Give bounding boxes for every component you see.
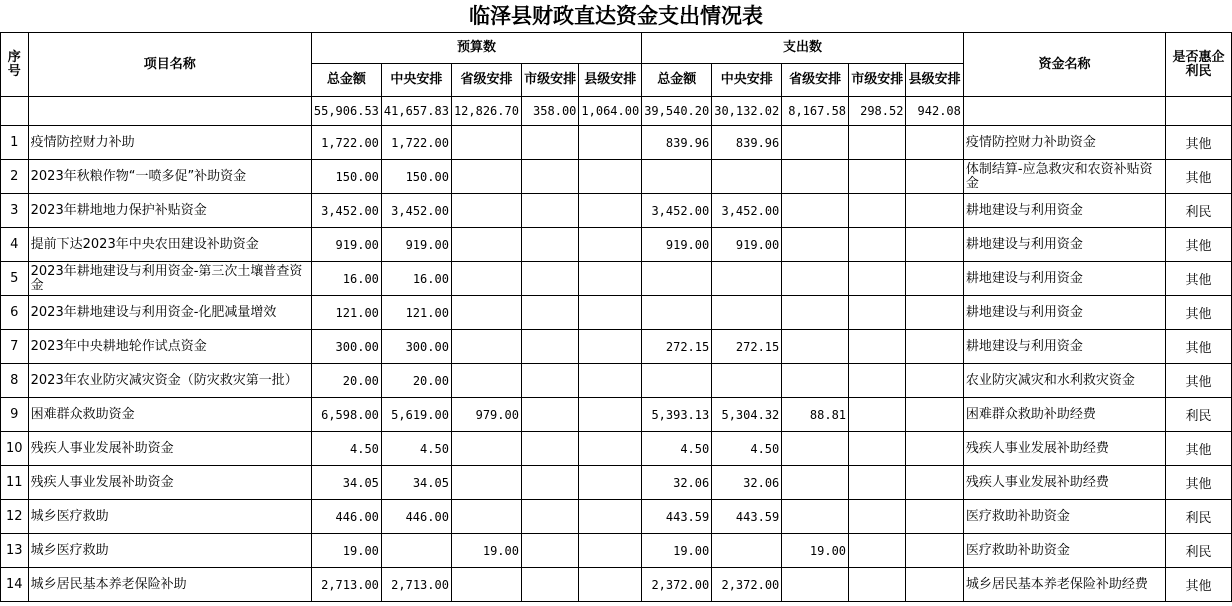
expense-cell: 5,304.32 bbox=[712, 398, 782, 432]
budget-cell bbox=[579, 466, 642, 500]
expense-cell: 2,372.00 bbox=[642, 568, 712, 602]
budget-cell bbox=[579, 534, 642, 568]
expense-cell bbox=[849, 398, 906, 432]
budget-cell: 300.00 bbox=[381, 330, 451, 364]
expense-cell: 3,452.00 bbox=[642, 194, 712, 228]
header-fund: 资金名称 bbox=[963, 33, 1165, 97]
expense-cell bbox=[782, 466, 849, 500]
table-row bbox=[1, 432, 1232, 466]
expense-cell bbox=[906, 194, 963, 228]
budget-cell bbox=[579, 568, 642, 602]
budget-cell: 16.00 bbox=[311, 262, 381, 296]
fund-name: 耕地建设与利用资金 bbox=[963, 262, 1165, 296]
budget-cell: 121.00 bbox=[381, 296, 451, 330]
project-name: 2023年耕地地力保护补贴资金 bbox=[28, 194, 311, 228]
budget-cell: 300.00 bbox=[311, 330, 381, 364]
row-number: 9 bbox=[1, 398, 29, 432]
expense-cell bbox=[906, 330, 963, 364]
budget-cell bbox=[521, 534, 578, 568]
expense-cell bbox=[849, 500, 906, 534]
budget-cell bbox=[521, 126, 578, 160]
expense-cell bbox=[849, 364, 906, 398]
expense-cell bbox=[782, 330, 849, 364]
budget-cell bbox=[521, 398, 578, 432]
expense-cell bbox=[849, 330, 906, 364]
budget-cell bbox=[579, 330, 642, 364]
row-number: 7 bbox=[1, 330, 29, 364]
table-row bbox=[1, 568, 1232, 602]
expense-cell bbox=[849, 160, 906, 194]
header-expense: 支出数 bbox=[642, 33, 964, 64]
budget-cell: 2,713.00 bbox=[381, 568, 451, 602]
budget-cell: 19.00 bbox=[451, 534, 521, 568]
budget-cell bbox=[579, 262, 642, 296]
budget-cell bbox=[451, 330, 521, 364]
header-budget-city: 市级安排 bbox=[521, 64, 578, 97]
expense-cell bbox=[906, 228, 963, 262]
total-cell: 942.08 bbox=[906, 97, 963, 126]
expense-cell bbox=[712, 534, 782, 568]
expense-cell bbox=[906, 262, 963, 296]
budget-cell: 16.00 bbox=[381, 262, 451, 296]
expense-cell bbox=[642, 262, 712, 296]
fund-name: 医疗救助补助资金 bbox=[963, 500, 1165, 534]
expense-cell bbox=[906, 534, 963, 568]
fund-name: 疫情防控财力补助资金 bbox=[963, 126, 1165, 160]
budget-cell bbox=[579, 194, 642, 228]
expense-cell: 4.50 bbox=[642, 432, 712, 466]
budget-cell bbox=[451, 228, 521, 262]
expense-cell bbox=[782, 126, 849, 160]
project-name: 残疾人事业发展补助资金 bbox=[28, 466, 311, 500]
project-name: 提前下达2023年中央农田建设补助资金 bbox=[28, 228, 311, 262]
totals-row bbox=[1, 97, 1232, 126]
fund-name: 耕地建设与利用资金 bbox=[963, 194, 1165, 228]
benefit-type: 其他 bbox=[1166, 466, 1232, 500]
expense-cell bbox=[782, 194, 849, 228]
expense-cell bbox=[782, 500, 849, 534]
expense-cell bbox=[782, 296, 849, 330]
table-row bbox=[1, 466, 1232, 500]
table-row bbox=[1, 500, 1232, 534]
header-budget-province: 省级安排 bbox=[451, 64, 521, 97]
expense-cell: 919.00 bbox=[712, 228, 782, 262]
row-number: 13 bbox=[1, 534, 29, 568]
header-expense-county: 县级安排 bbox=[906, 64, 963, 97]
fund-name: 残疾人事业发展补助经费 bbox=[963, 432, 1165, 466]
row-number: 3 bbox=[1, 194, 29, 228]
table-row bbox=[1, 398, 1232, 432]
fund-name: 农业防灾减灾和水利救灾资金 bbox=[963, 364, 1165, 398]
project-name: 2023年耕地建设与利用资金-第三次土壤普查资金 bbox=[28, 262, 311, 296]
project-name: 城乡医疗救助 bbox=[28, 534, 311, 568]
expense-cell bbox=[782, 432, 849, 466]
budget-cell bbox=[579, 398, 642, 432]
project-name: 2023年农业防灾减灾资金（防灾救灾第一批） bbox=[28, 364, 311, 398]
budget-cell bbox=[451, 160, 521, 194]
expense-cell bbox=[906, 296, 963, 330]
project-name: 城乡医疗救助 bbox=[28, 500, 311, 534]
expense-cell bbox=[906, 568, 963, 602]
budget-cell: 5,619.00 bbox=[381, 398, 451, 432]
row-number: 14 bbox=[1, 568, 29, 602]
budget-cell: 4.50 bbox=[311, 432, 381, 466]
expense-cell bbox=[782, 262, 849, 296]
project-name: 残疾人事业发展补助资金 bbox=[28, 432, 311, 466]
expense-cell bbox=[906, 432, 963, 466]
benefit-type: 利民 bbox=[1166, 194, 1232, 228]
budget-cell bbox=[521, 364, 578, 398]
budget-cell bbox=[521, 296, 578, 330]
budget-cell bbox=[579, 228, 642, 262]
row-number: 4 bbox=[1, 228, 29, 262]
expense-cell bbox=[849, 534, 906, 568]
budget-cell: 20.00 bbox=[311, 364, 381, 398]
expense-cell bbox=[906, 364, 963, 398]
budget-cell: 919.00 bbox=[381, 228, 451, 262]
budget-cell bbox=[579, 126, 642, 160]
table-row bbox=[1, 534, 1232, 568]
budget-cell bbox=[451, 364, 521, 398]
total-cell: 41,657.83 bbox=[381, 97, 451, 126]
budget-cell: 1,722.00 bbox=[381, 126, 451, 160]
benefit-type: 利民 bbox=[1166, 398, 1232, 432]
header-expense-city: 市级安排 bbox=[849, 64, 906, 97]
total-cell: 55,906.53 bbox=[311, 97, 381, 126]
row-number: 11 bbox=[1, 466, 29, 500]
budget-cell bbox=[579, 500, 642, 534]
benefit-type: 其他 bbox=[1166, 262, 1232, 296]
expense-cell bbox=[642, 364, 712, 398]
total-cell: 298.52 bbox=[849, 97, 906, 126]
budget-cell: 446.00 bbox=[311, 500, 381, 534]
expense-cell bbox=[849, 466, 906, 500]
expense-cell: 443.59 bbox=[712, 500, 782, 534]
expense-cell: 19.00 bbox=[642, 534, 712, 568]
row-number: 6 bbox=[1, 296, 29, 330]
budget-cell bbox=[451, 568, 521, 602]
budget-cell: 6,598.00 bbox=[311, 398, 381, 432]
budget-cell: 121.00 bbox=[311, 296, 381, 330]
budget-cell bbox=[451, 466, 521, 500]
benefit-type: 其他 bbox=[1166, 160, 1232, 194]
table-row bbox=[1, 194, 1232, 228]
benefit-type: 其他 bbox=[1166, 568, 1232, 602]
budget-cell bbox=[451, 296, 521, 330]
benefit-type: 其他 bbox=[1166, 296, 1232, 330]
expense-cell bbox=[782, 568, 849, 602]
benefit-type: 其他 bbox=[1166, 364, 1232, 398]
table-row bbox=[1, 364, 1232, 398]
total-cell: 8,167.58 bbox=[782, 97, 849, 126]
table-row bbox=[1, 228, 1232, 262]
row-number: 5 bbox=[1, 262, 29, 296]
expense-cell: 32.06 bbox=[712, 466, 782, 500]
budget-cell: 2,713.00 bbox=[311, 568, 381, 602]
budget-cell: 34.05 bbox=[381, 466, 451, 500]
table-row bbox=[1, 160, 1232, 194]
header-project: 项目名称 bbox=[28, 33, 311, 97]
page-title: 临泽县财政直达资金支出情况表 bbox=[469, 3, 763, 28]
table-row bbox=[1, 126, 1232, 160]
expense-cell: 272.15 bbox=[712, 330, 782, 364]
table-row bbox=[1, 262, 1232, 296]
expense-cell bbox=[906, 500, 963, 534]
expense-cell bbox=[712, 364, 782, 398]
expense-cell bbox=[642, 160, 712, 194]
total-cell: 12,826.70 bbox=[451, 97, 521, 126]
row-number: 8 bbox=[1, 364, 29, 398]
budget-cell bbox=[579, 160, 642, 194]
benefit-type: 利民 bbox=[1166, 534, 1232, 568]
budget-cell: 1,722.00 bbox=[311, 126, 381, 160]
budget-cell bbox=[521, 228, 578, 262]
budget-cell bbox=[521, 432, 578, 466]
table-row bbox=[1, 330, 1232, 364]
expense-cell bbox=[849, 262, 906, 296]
budget-cell bbox=[579, 296, 642, 330]
expense-cell bbox=[782, 228, 849, 262]
budget-cell bbox=[521, 568, 578, 602]
row-number: 12 bbox=[1, 500, 29, 534]
fund-name: 困难群众救助补助经费 bbox=[963, 398, 1165, 432]
header-seq: 序号 bbox=[1, 33, 29, 97]
header-budget-central: 中央安排 bbox=[381, 64, 451, 97]
expense-cell bbox=[906, 160, 963, 194]
expense-cell: 839.96 bbox=[712, 126, 782, 160]
budget-cell bbox=[521, 466, 578, 500]
expense-cell bbox=[712, 262, 782, 296]
project-name: 2023年中央耕地轮作试点资金 bbox=[28, 330, 311, 364]
benefit-type: 其他 bbox=[1166, 330, 1232, 364]
budget-cell: 150.00 bbox=[311, 160, 381, 194]
benefit-type: 其他 bbox=[1166, 228, 1232, 262]
expense-cell bbox=[712, 296, 782, 330]
budget-cell: 4.50 bbox=[381, 432, 451, 466]
budget-cell bbox=[451, 500, 521, 534]
budget-cell bbox=[451, 126, 521, 160]
expense-cell bbox=[906, 398, 963, 432]
budget-cell: 150.00 bbox=[381, 160, 451, 194]
expense-cell bbox=[849, 568, 906, 602]
budget-cell: 34.05 bbox=[311, 466, 381, 500]
budget-cell bbox=[521, 500, 578, 534]
expenditure-table bbox=[0, 32, 1232, 602]
total-cell: 30,132.02 bbox=[712, 97, 782, 126]
expense-cell: 4.50 bbox=[712, 432, 782, 466]
expense-cell: 88.81 bbox=[782, 398, 849, 432]
budget-cell bbox=[521, 330, 578, 364]
header-budget: 预算数 bbox=[311, 33, 641, 64]
budget-cell bbox=[451, 262, 521, 296]
fund-name: 医疗救助补助资金 bbox=[963, 534, 1165, 568]
budget-cell: 20.00 bbox=[381, 364, 451, 398]
header-expense-central: 中央安排 bbox=[712, 64, 782, 97]
fund-name: 体制结算-应急救灾和农资补贴资金 bbox=[963, 160, 1165, 194]
project-name: 疫情防控财力补助 bbox=[28, 126, 311, 160]
row-number: 2 bbox=[1, 160, 29, 194]
expense-cell bbox=[906, 126, 963, 160]
expense-cell bbox=[849, 126, 906, 160]
budget-cell: 3,452.00 bbox=[311, 194, 381, 228]
fund-name: 耕地建设与利用资金 bbox=[963, 330, 1165, 364]
expense-cell: 5,393.13 bbox=[642, 398, 712, 432]
expense-cell: 19.00 bbox=[782, 534, 849, 568]
budget-cell: 919.00 bbox=[311, 228, 381, 262]
fund-name: 残疾人事业发展补助经费 bbox=[963, 466, 1165, 500]
expense-cell bbox=[712, 160, 782, 194]
header-budget-total: 总金额 bbox=[311, 64, 381, 97]
budget-cell: 19.00 bbox=[311, 534, 381, 568]
expense-cell bbox=[849, 296, 906, 330]
budget-cell bbox=[381, 534, 451, 568]
total-cell: 1,064.00 bbox=[579, 97, 642, 126]
budget-cell: 446.00 bbox=[381, 500, 451, 534]
expense-cell: 3,452.00 bbox=[712, 194, 782, 228]
budget-cell bbox=[579, 364, 642, 398]
total-cell: 358.00 bbox=[521, 97, 578, 126]
budget-cell bbox=[521, 194, 578, 228]
budget-cell bbox=[451, 432, 521, 466]
expense-cell bbox=[849, 432, 906, 466]
expense-cell: 919.00 bbox=[642, 228, 712, 262]
benefit-type: 利民 bbox=[1166, 500, 1232, 534]
expense-cell bbox=[849, 228, 906, 262]
row-number: 10 bbox=[1, 432, 29, 466]
budget-cell: 3,452.00 bbox=[381, 194, 451, 228]
expense-cell: 32.06 bbox=[642, 466, 712, 500]
project-name: 2023年秋粮作物“一喷多促”补助资金 bbox=[28, 160, 311, 194]
header-benefit: 是否惠企利民 bbox=[1166, 33, 1232, 97]
project-name: 困难群众救助资金 bbox=[28, 398, 311, 432]
header-expense-total: 总金额 bbox=[642, 64, 712, 97]
header-expense-province: 省级安排 bbox=[782, 64, 849, 97]
expense-cell bbox=[906, 466, 963, 500]
total-cell: 39,540.20 bbox=[642, 97, 712, 126]
fund-name: 耕地建设与利用资金 bbox=[963, 296, 1165, 330]
benefit-type: 其他 bbox=[1166, 126, 1232, 160]
expense-cell bbox=[642, 296, 712, 330]
table-row bbox=[1, 296, 1232, 330]
budget-cell bbox=[521, 160, 578, 194]
benefit-type: 其他 bbox=[1166, 432, 1232, 466]
expense-cell: 272.15 bbox=[642, 330, 712, 364]
expense-cell: 839.96 bbox=[642, 126, 712, 160]
budget-cell bbox=[579, 432, 642, 466]
budget-cell: 979.00 bbox=[451, 398, 521, 432]
row-number: 1 bbox=[1, 126, 29, 160]
expense-cell bbox=[849, 194, 906, 228]
project-name: 2023年耕地建设与利用资金-化肥减量增效 bbox=[28, 296, 311, 330]
expense-cell bbox=[782, 160, 849, 194]
expense-cell: 443.59 bbox=[642, 500, 712, 534]
fund-name: 耕地建设与利用资金 bbox=[963, 228, 1165, 262]
expense-cell bbox=[782, 364, 849, 398]
budget-cell bbox=[451, 194, 521, 228]
expense-cell: 2,372.00 bbox=[712, 568, 782, 602]
fund-name: 城乡居民基本养老保险补助经费 bbox=[963, 568, 1165, 602]
budget-cell bbox=[521, 262, 578, 296]
header-budget-county: 县级安排 bbox=[579, 64, 642, 97]
project-name: 城乡居民基本养老保险补助 bbox=[28, 568, 311, 602]
